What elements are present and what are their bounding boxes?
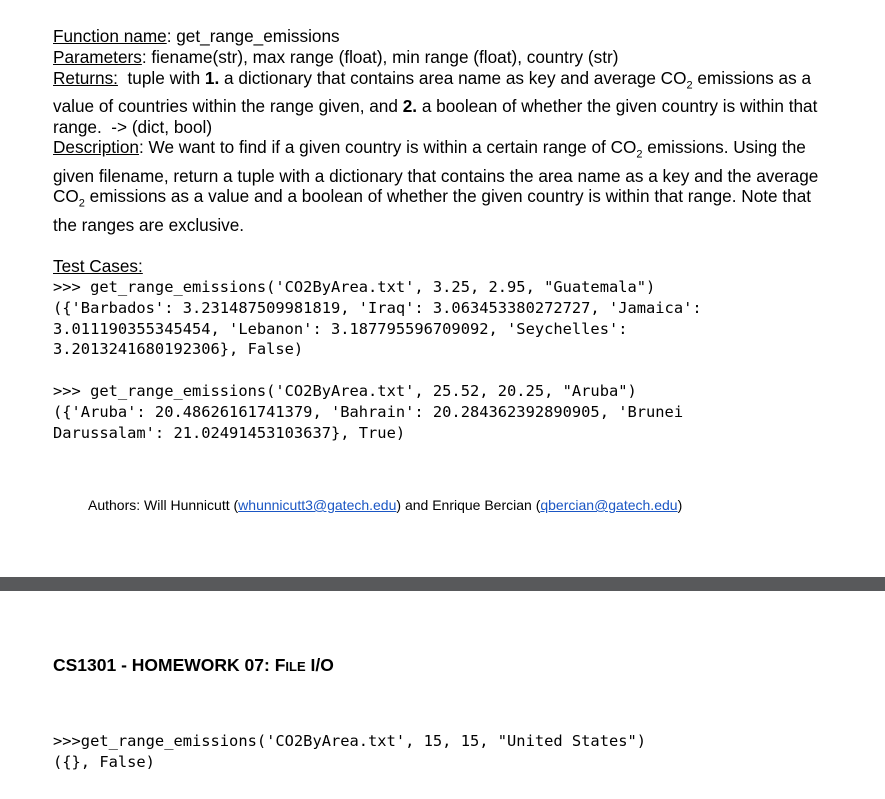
test-case-2-call: >>> get_range_emissions('CO2ByArea.txt', 25.52, 20.25, "Aruba") [53,382,637,401]
description-text-3: emissions as a value and a boolean of whether the given country is within that range. Note that the ranges are exclusive. [53,186,812,235]
authors-suffix: ) [677,497,683,513]
extra-test-case-result: ({}, False) [53,752,155,771]
description-label: Description [53,137,139,158]
test-case-2-result-line-1: ({'Aruba': 20.48626161741379, 'Bahrain': 20.284362392890905, 'Brunei [53,402,684,421]
function-name-value: : get_range_emissions [166,26,340,46]
authors-prefix: Authors: Will Hunnicutt ( [88,497,239,513]
authors-line [88,496,682,514]
description-subscript-2: 2 [78,197,85,210]
test-case-1-result-line-3: 3.2013241680192306}, False) [53,340,304,359]
parameters-line [53,47,823,68]
header-course: CS1301 - HOMEWORK 07: [53,655,275,675]
returns-text-4: a boolean of whether the given country is within that range. -> (dict, bool) [53,95,823,137]
test-cases-heading: Test Cases: [53,256,143,277]
description-subscript-1: 2 [636,148,643,161]
parameters-label: Parameters [53,46,142,67]
parameters-value: : fiename(str), max range (float), min range (float), country (str) [141,46,619,67]
returns-paragraph [53,68,823,138]
function-name-label: Function name [53,26,167,46]
returns-subscript: 2 [686,79,693,92]
page-break-divider [0,577,885,591]
test-case-spacer [53,360,823,381]
function-name-line [53,26,823,47]
returns-text-2: a dictionary that contains area name as key and average CO [219,67,687,88]
authors-middle: ) and Enrique Bercian ( [396,497,541,513]
test-case-2-result-line-2: Darussalam': 21.02491453103637}, True) [53,423,406,442]
extra-test-case-call: >>>get_range_emissions('CO2ByArea.txt', 15, 15, "United States") [53,732,647,750]
author-email-link-1[interactable]: whunnicutt3@gatech.edu [238,497,397,513]
function-spec [53,26,823,443]
extra-test-case [53,731,646,773]
description-text-1: : We want to find if a given country is within a certain range of CO [138,137,637,158]
description-paragraph [53,137,823,235]
test-case-1-result-line-2: 3.011190355345454, 'Lebanon': 3.187795596709092, 'Seychelles': [53,319,628,338]
returns-num-1: 1. [204,67,220,88]
header-title-ile: ILE [285,659,306,674]
returns-text-3: emissions as a value of countries within the range given, and [53,67,812,116]
header-title-f: F [274,655,286,675]
homework-header [53,655,334,676]
returns-label: Returns: [53,67,118,88]
test-case-1-call: >>> get_range_emissions('CO2ByArea.txt', 3.25, 2.95, "Guatemala") [53,278,656,297]
description-text-2: emissions. Using the given filename, return a tuple with a dictionary that contains the area name as a key and the average CO [53,137,819,207]
returns-text-1: tuple with [117,67,205,88]
test-case-1-result-line-1: ({'Barbados': 3.231487509981819, 'Iraq': 3.063453380272727, 'Jamaica': [53,298,702,317]
returns-num-2: 2. [402,95,418,116]
header-title-io: I/O [305,655,334,675]
author-email-link-2[interactable]: qbercian@gatech.edu [540,497,678,513]
